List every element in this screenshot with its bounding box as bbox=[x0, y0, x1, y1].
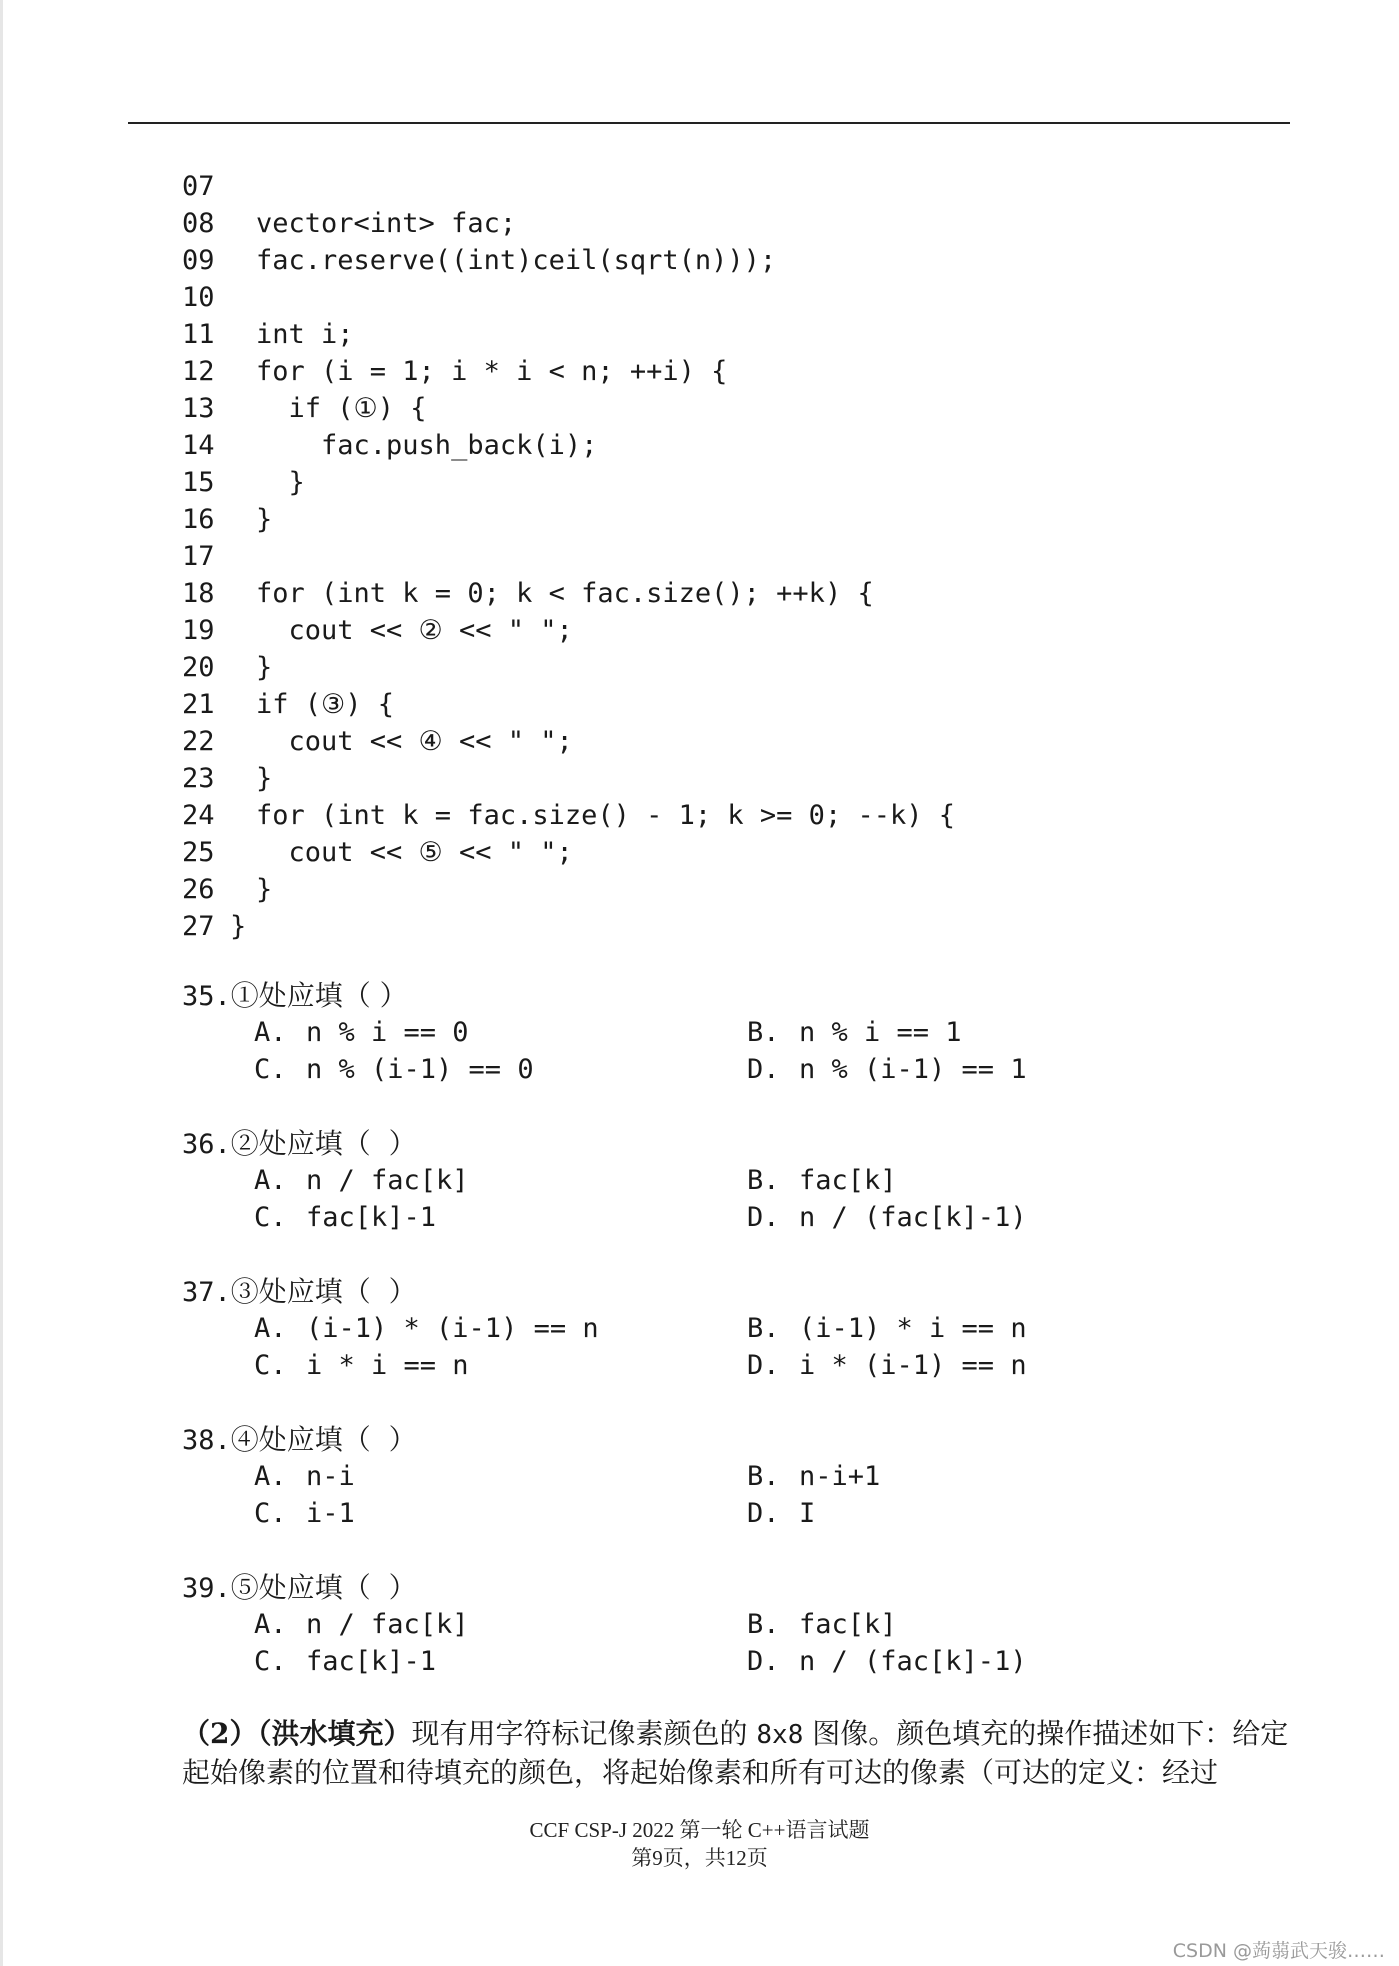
line-number: 13 bbox=[182, 393, 215, 424]
section-paragraph bbox=[182, 1715, 1292, 1792]
section-text-part1: 现有用字符标记像素颜色的 bbox=[411, 1717, 757, 1750]
option-text: fac[k]-1 bbox=[306, 1202, 437, 1233]
question bbox=[182, 977, 1282, 1088]
code-line bbox=[182, 834, 955, 871]
code-line bbox=[182, 427, 955, 464]
code-line bbox=[182, 279, 955, 316]
option-row bbox=[182, 1347, 1282, 1384]
option-d bbox=[747, 1199, 1027, 1236]
section-text-part2: 图像。颜色填充的操作描述如下：给定起始像素的位置和待填充的颜色，将起始像素和所有可达的像素（可达的定义：经过 bbox=[182, 1717, 1289, 1789]
option-letter: D. bbox=[747, 1054, 780, 1085]
question-title bbox=[182, 1273, 1282, 1310]
option-b bbox=[747, 1014, 962, 1051]
code-text: for (int k = 0; k < fac.size(); ++k) { bbox=[256, 578, 874, 609]
question-number: 37. bbox=[182, 1277, 231, 1308]
question-number: 38. bbox=[182, 1425, 231, 1456]
line-number: 19 bbox=[182, 615, 215, 646]
option-letter: C. bbox=[254, 1202, 287, 1233]
question-title bbox=[182, 1569, 1282, 1606]
option-d bbox=[747, 1347, 1027, 1384]
option-text: n % i == 0 bbox=[306, 1017, 469, 1048]
line-number: 16 bbox=[182, 504, 215, 535]
code-text: } bbox=[256, 467, 305, 498]
line-number: 15 bbox=[182, 467, 215, 498]
option-row bbox=[182, 1051, 1282, 1088]
section-image-size: 8x8 bbox=[756, 1720, 804, 1750]
section-label: （2） bbox=[182, 1717, 258, 1750]
code-text: cout << ⑤ << " "; bbox=[256, 837, 573, 868]
code-line bbox=[182, 168, 955, 205]
option-letter: D. bbox=[747, 1646, 780, 1677]
code-text: } bbox=[256, 763, 273, 794]
option-a bbox=[254, 1606, 469, 1643]
option-letter: B. bbox=[747, 1313, 780, 1344]
question-title bbox=[182, 977, 1282, 1014]
question-list bbox=[182, 977, 1282, 1717]
option-letter: C. bbox=[254, 1054, 287, 1085]
option-letter: D. bbox=[747, 1202, 780, 1233]
code-line bbox=[182, 723, 955, 760]
option-c bbox=[254, 1347, 469, 1384]
option-text: n / fac[k] bbox=[306, 1609, 469, 1640]
code-line bbox=[182, 316, 955, 353]
option-text: n-i+1 bbox=[799, 1461, 881, 1492]
code-block bbox=[182, 168, 955, 945]
line-number: 23 bbox=[182, 763, 215, 794]
option-row bbox=[182, 1495, 1282, 1532]
question-prompt: ③处应填（ ） bbox=[230, 1275, 417, 1308]
option-d bbox=[747, 1051, 1027, 1088]
option-text: n / (fac[k]-1) bbox=[799, 1202, 1027, 1233]
line-number: 27 bbox=[182, 911, 215, 942]
option-row bbox=[182, 1643, 1282, 1680]
line-number: 10 bbox=[182, 282, 215, 313]
option-a bbox=[254, 1310, 599, 1347]
code-text: for (int k = fac.size() - 1; k >= 0; --k) { bbox=[256, 800, 955, 831]
option-c bbox=[254, 1199, 436, 1236]
line-number: 20 bbox=[182, 652, 215, 683]
option-b bbox=[747, 1310, 1027, 1347]
line-number: 09 bbox=[182, 245, 215, 276]
code-text: vector<int> fac; bbox=[256, 208, 517, 239]
watermark: CSDN @蒟蒻武天骏…… bbox=[1172, 1940, 1385, 1962]
option-a bbox=[254, 1014, 469, 1051]
option-d bbox=[747, 1643, 1027, 1680]
code-line bbox=[182, 871, 955, 908]
line-number: 18 bbox=[182, 578, 215, 609]
code-line bbox=[182, 575, 955, 612]
option-letter: A. bbox=[254, 1609, 287, 1640]
question-prompt: ①处应填（ ） bbox=[230, 979, 408, 1012]
option-letter: A. bbox=[254, 1165, 287, 1196]
code-text: } bbox=[230, 911, 247, 942]
code-text: if (③) { bbox=[256, 689, 394, 720]
question bbox=[182, 1421, 1282, 1532]
option-letter: B. bbox=[747, 1609, 780, 1640]
option-text: n-i bbox=[306, 1461, 355, 1492]
option-text: fac[k]-1 bbox=[306, 1646, 437, 1677]
section-title: （洪水填充） bbox=[257, 1717, 412, 1750]
code-text: int i; bbox=[256, 319, 354, 350]
option-text: i * (i-1) == n bbox=[799, 1350, 1027, 1381]
option-text: n % (i-1) == 0 bbox=[306, 1054, 534, 1085]
option-text: i * i == n bbox=[306, 1350, 469, 1381]
code-line bbox=[182, 353, 955, 390]
code-line bbox=[182, 760, 955, 797]
option-row bbox=[182, 1199, 1282, 1236]
option-letter: C. bbox=[254, 1646, 287, 1677]
question-number: 35. bbox=[182, 981, 231, 1012]
code-line bbox=[182, 390, 955, 427]
option-d bbox=[747, 1495, 815, 1532]
footer-title: CCF CSP-J 2022 第一轮 C++语言试题 bbox=[529, 1818, 870, 1842]
question-title bbox=[182, 1421, 1282, 1458]
option-letter: C. bbox=[254, 1350, 287, 1381]
line-number: 22 bbox=[182, 726, 215, 757]
option-text: n / (fac[k]-1) bbox=[799, 1646, 1027, 1677]
question-prompt: ④处应填（ ） bbox=[230, 1423, 417, 1456]
option-text: n % i == 1 bbox=[799, 1017, 962, 1048]
line-number: 12 bbox=[182, 356, 215, 387]
option-a bbox=[254, 1162, 469, 1199]
line-number: 24 bbox=[182, 800, 215, 831]
line-number: 25 bbox=[182, 837, 215, 868]
footer-page-number: 第9页，共12页 bbox=[631, 1846, 768, 1870]
code-line bbox=[182, 242, 955, 279]
option-text: fac[k] bbox=[799, 1609, 897, 1640]
code-line bbox=[182, 464, 955, 501]
code-text: cout << ④ << " "; bbox=[256, 726, 573, 757]
line-number: 07 bbox=[182, 171, 215, 202]
line-number: 21 bbox=[182, 689, 215, 720]
option-letter: A. bbox=[254, 1313, 287, 1344]
option-letter: B. bbox=[747, 1165, 780, 1196]
option-row bbox=[182, 1162, 1282, 1199]
option-text: (i-1) * i == n bbox=[799, 1313, 1027, 1344]
option-letter: D. bbox=[747, 1350, 780, 1381]
option-row bbox=[182, 1606, 1282, 1643]
line-number: 14 bbox=[182, 430, 215, 461]
code-text: if (①) { bbox=[256, 393, 427, 424]
option-text: (i-1) * (i-1) == n bbox=[306, 1313, 599, 1344]
code-text: } bbox=[256, 652, 273, 683]
option-c bbox=[254, 1643, 436, 1680]
question-prompt: ⑤处应填（ ） bbox=[230, 1571, 417, 1604]
page-edge bbox=[0, 0, 3, 1966]
question-title bbox=[182, 1125, 1282, 1162]
question bbox=[182, 1569, 1282, 1680]
code-line bbox=[182, 538, 955, 575]
option-b bbox=[747, 1606, 897, 1643]
option-text: n / fac[k] bbox=[306, 1165, 469, 1196]
header-rule bbox=[128, 122, 1290, 124]
code-text: } bbox=[256, 504, 273, 535]
option-c bbox=[254, 1051, 534, 1088]
question bbox=[182, 1125, 1282, 1236]
option-letter: C. bbox=[254, 1498, 287, 1529]
option-letter: B. bbox=[747, 1461, 780, 1492]
option-row bbox=[182, 1014, 1282, 1051]
option-letter: B. bbox=[747, 1017, 780, 1048]
code-text: } bbox=[256, 874, 273, 905]
option-c bbox=[254, 1495, 355, 1532]
option-text: fac[k] bbox=[799, 1165, 897, 1196]
line-number: 26 bbox=[182, 874, 215, 905]
line-number: 17 bbox=[182, 541, 215, 572]
code-text: fac.push_back(i); bbox=[256, 430, 598, 461]
code-text: cout << ② << " "; bbox=[256, 615, 573, 646]
question-number: 36. bbox=[182, 1129, 231, 1160]
option-letter: D. bbox=[747, 1498, 780, 1529]
line-number: 08 bbox=[182, 208, 215, 239]
code-line bbox=[182, 612, 955, 649]
option-text: n % (i-1) == 1 bbox=[799, 1054, 1027, 1085]
question bbox=[182, 1273, 1282, 1384]
line-number: 11 bbox=[182, 319, 215, 350]
code-line bbox=[182, 205, 955, 242]
option-row bbox=[182, 1310, 1282, 1347]
option-row bbox=[182, 1458, 1282, 1495]
code-line bbox=[182, 649, 955, 686]
question-number: 39. bbox=[182, 1573, 231, 1604]
code-line bbox=[182, 908, 955, 945]
option-text: i-1 bbox=[306, 1498, 355, 1529]
code-line bbox=[182, 797, 955, 834]
option-b bbox=[747, 1458, 880, 1495]
question-prompt: ②处应填（ ） bbox=[230, 1127, 417, 1160]
option-a bbox=[254, 1458, 355, 1495]
option-text: I bbox=[799, 1498, 816, 1529]
code-text: for (i = 1; i * i < n; ++i) { bbox=[256, 356, 728, 387]
code-line bbox=[182, 501, 955, 538]
option-b bbox=[747, 1162, 897, 1199]
option-letter: A. bbox=[254, 1017, 287, 1048]
code-line bbox=[182, 686, 955, 723]
code-text: fac.reserve((int)ceil(sqrt(n))); bbox=[256, 245, 777, 276]
option-letter: A. bbox=[254, 1461, 287, 1492]
